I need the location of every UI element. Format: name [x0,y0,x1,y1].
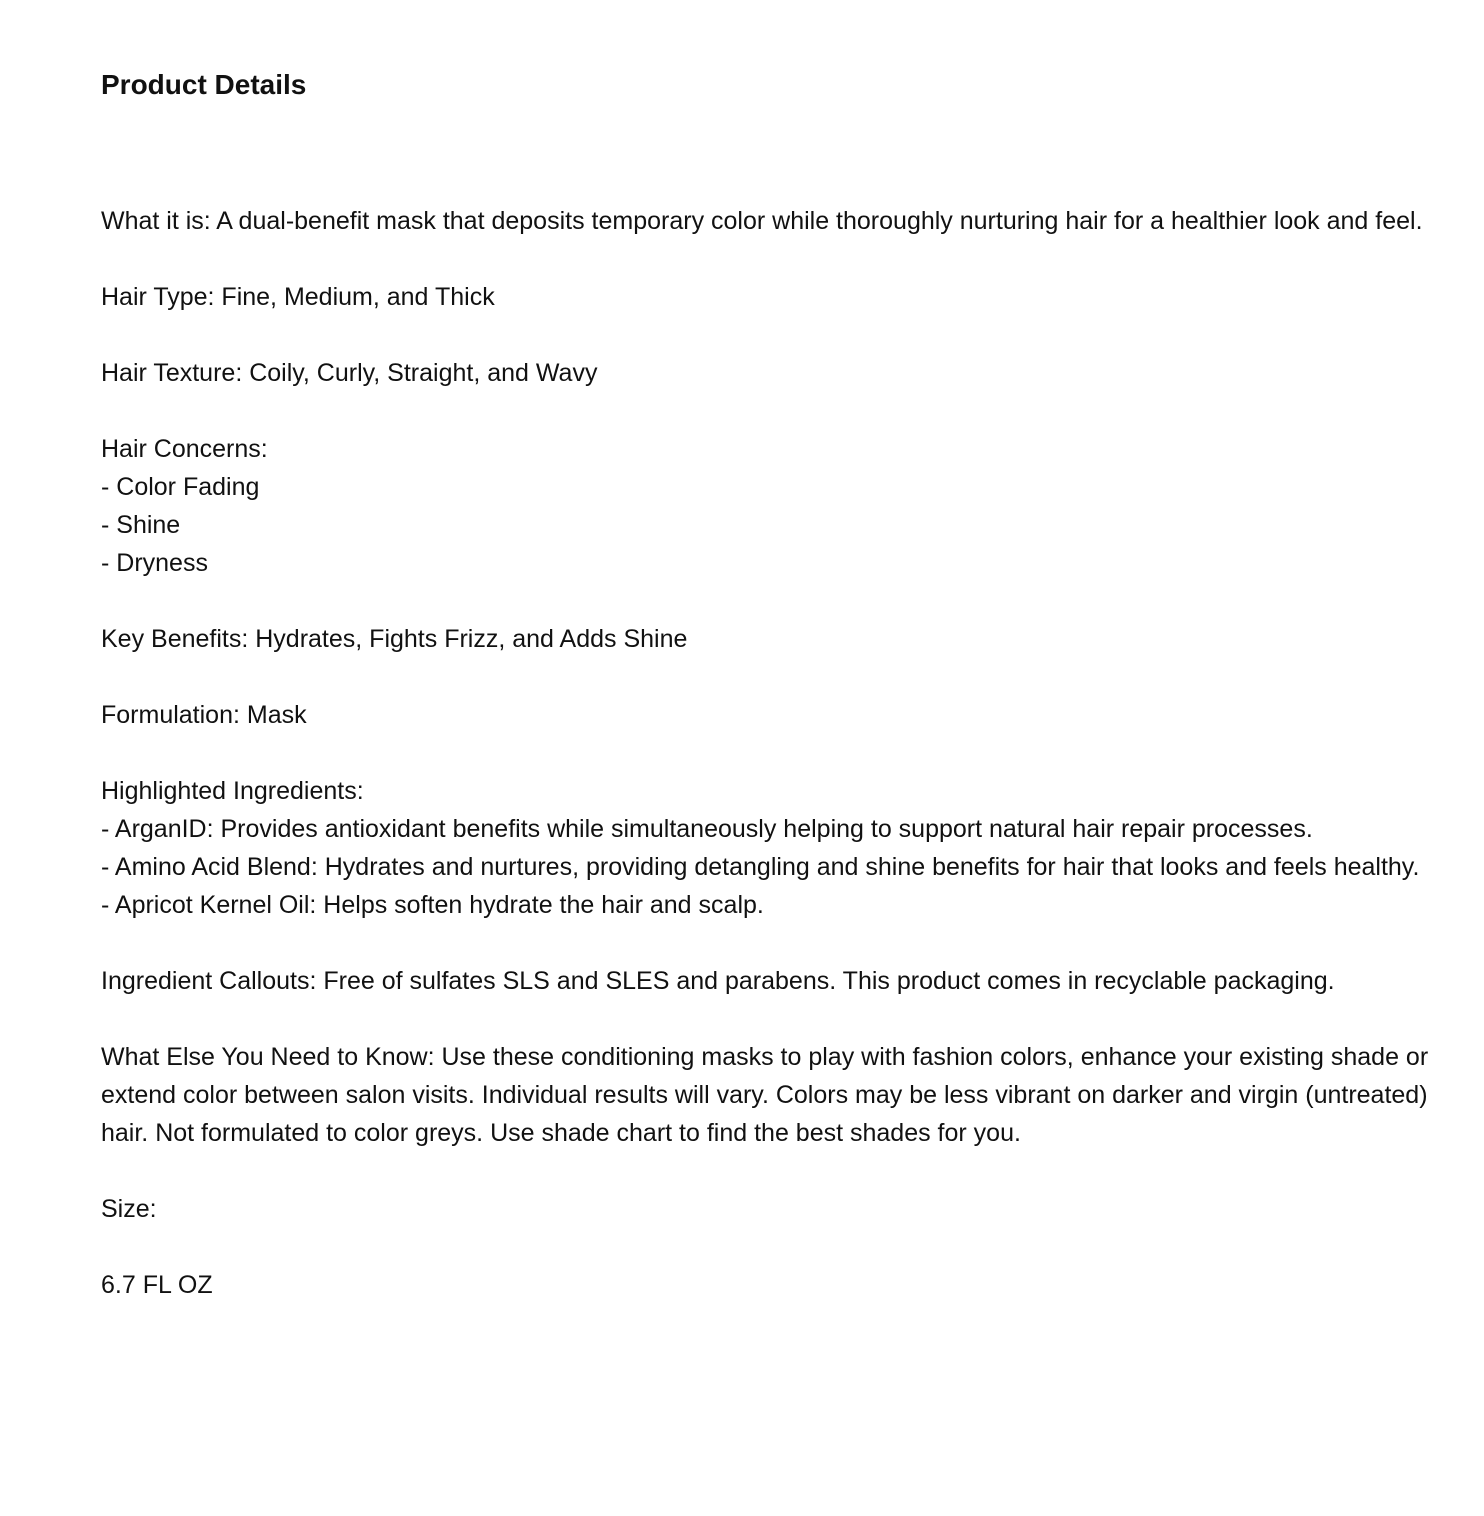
highlighted-ingredients [101,772,1431,924]
ingredient-item: - Apricot Kernel Oil: Helps soften hydrate the hair and scalp. [101,891,764,919]
hair-type-text: Hair Type: Fine, Medium, and Thick [101,283,495,311]
formulation-text: Formulation: Mask [101,701,307,729]
section-title: Product Details [101,69,307,100]
highlighted-ingredients-label: Highlighted Ingredients: [101,777,364,805]
product-details-section [101,64,1431,1342]
hair-concern-item: - Color Fading [101,473,260,501]
product-details-body [101,202,1431,1304]
size-label: Size: [101,1195,157,1223]
hair-concerns [101,430,1431,582]
size-value: 6.7 FL OZ [101,1271,213,1299]
hair-concern-item: - Shine [101,511,181,539]
ingredient-item: - Amino Acid Blend: Hydrates and nurtures, providing detangling and shine benefits for hair that looks and feels healthy. [101,853,1420,881]
what-else-text: What Else You Need to Know: Use these conditioning masks to play with fashion colors, enhance your existing shade or extend color between salon visits. Individual results will vary. Colors may be less vibrant on darker and virgin (untreated) hair. Not formulated to color greys. Use shade chart to find the best shades for you. [101,1043,1429,1147]
hair-texture-text: Hair Texture: Coily, Curly, Straight, and Wavy [101,359,598,387]
what-it-is-text: What it is: A dual-benefit mask that deposits temporary color while thoroughly nurturing hair for a healthier look and feel. [101,207,1423,235]
ingredient-item: - ArganID: Provides antioxidant benefits while simultaneously helping to support natural hair repair processes. [101,815,1313,843]
ingredient-callouts-text: Ingredient Callouts: Free of sulfates SLS and SLES and parabens. This product comes in recyclable packaging. [101,967,1335,995]
key-benefits-text: Key Benefits: Hydrates, Fights Frizz, and Adds Shine [101,625,688,653]
hair-concern-item: - Dryness [101,549,208,577]
hair-concerns-label: Hair Concerns: [101,435,268,463]
